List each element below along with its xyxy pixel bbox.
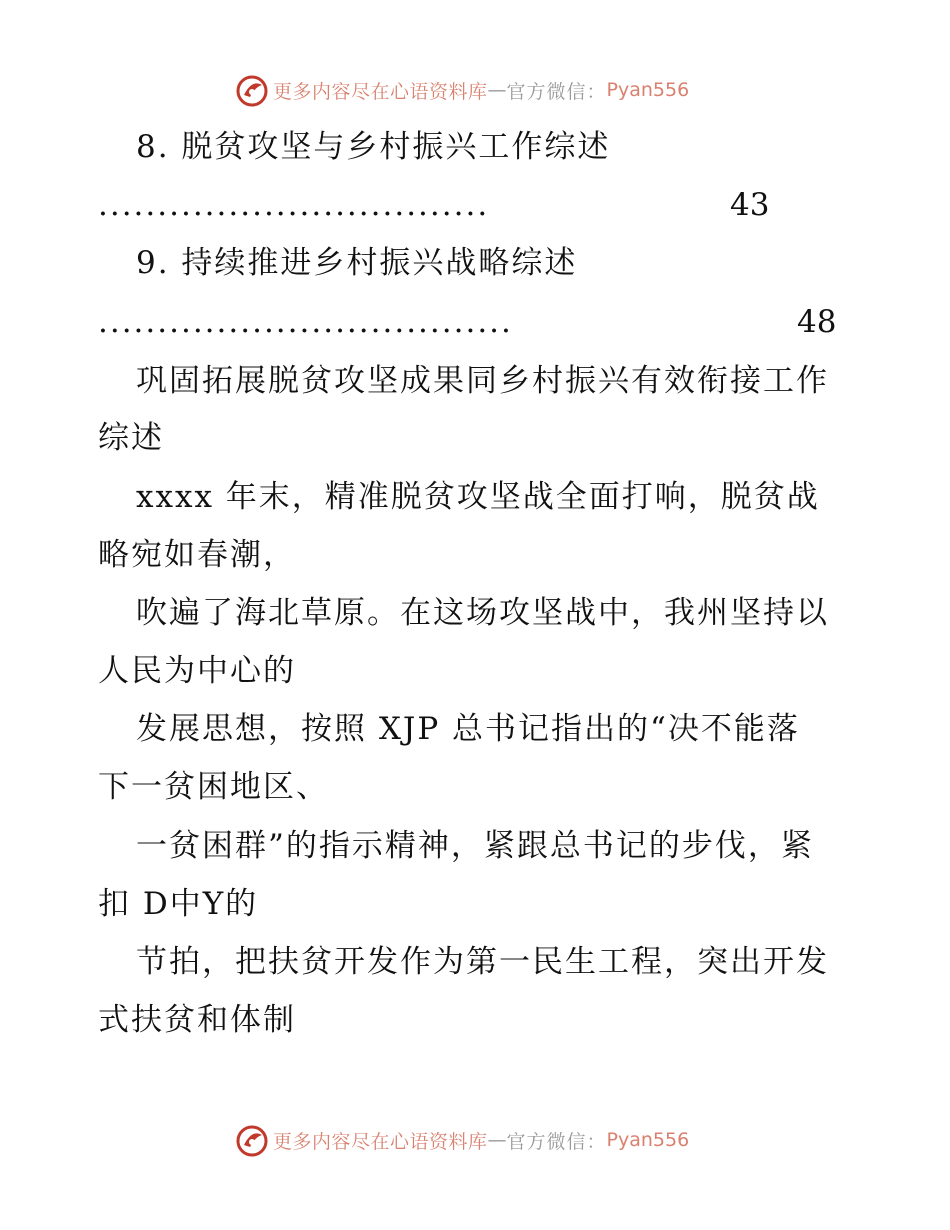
brand-logo-icon [235,1123,269,1157]
paragraph-line: 人民为中心的 [98,653,296,689]
paragraph-line: 略宛如春潮， [98,537,296,573]
paragraph-line: xxxx 年末，精准脱贫攻坚战全面打响，脱贫战 [136,479,820,515]
toc-entry-9-page: 48 [797,304,837,340]
paragraph-line: 扣 D中Y的 [98,886,259,922]
article-title-line-2: 综述 [98,420,164,456]
watermark-header [235,72,689,108]
toc-entry-8-title: 8. 脱贫攻坚与乡村振兴工作综述 [136,129,611,165]
toc-entry-8-page: 43 [730,187,770,223]
watermark-footer [235,1122,689,1158]
watermark-separator: — [487,79,507,101]
watermark-separator: — [487,1129,507,1151]
watermark-wechat-id: Pyan556 [606,79,690,101]
watermark-wechat-id: Pyan556 [606,1129,690,1151]
toc-entry-9-title: 9. 持续推进乡村振兴战略综述 [136,245,578,281]
article-title-line-1: 巩固拓展脱贫攻坚成果同乡村振兴有效衔接工作 [136,363,829,399]
paragraph-line: 发展思想，按照 XJP 总书记指出的“决不能落 [136,711,800,747]
paragraph-line: 吹遍了海北草原。在这场攻坚战中，我州坚持以 [136,595,829,631]
toc-entry-8-leader: ................................. [98,187,490,223]
toc-entry-9-leader: ................................... [98,304,513,340]
paragraph-line: 下一贫困地区、 [98,769,329,805]
watermark-wechat-label: 官方微信： [506,80,607,103]
paragraph-line: 式扶贫和体制 [98,1002,296,1038]
watermark-wechat-label: 官方微信： [506,1130,607,1153]
watermark-text: 更多内容尽在心语资料库 [273,1130,488,1153]
paragraph-line: 一贫困群”的指示精神，紧跟总书记的步伐，紧 [136,828,814,864]
watermark-text: 更多内容尽在心语资料库 [273,80,488,103]
paragraph-line: 节拍，把扶贫开发作为第一民生工程，突出开发 [136,944,829,980]
brand-logo-icon [235,73,269,107]
